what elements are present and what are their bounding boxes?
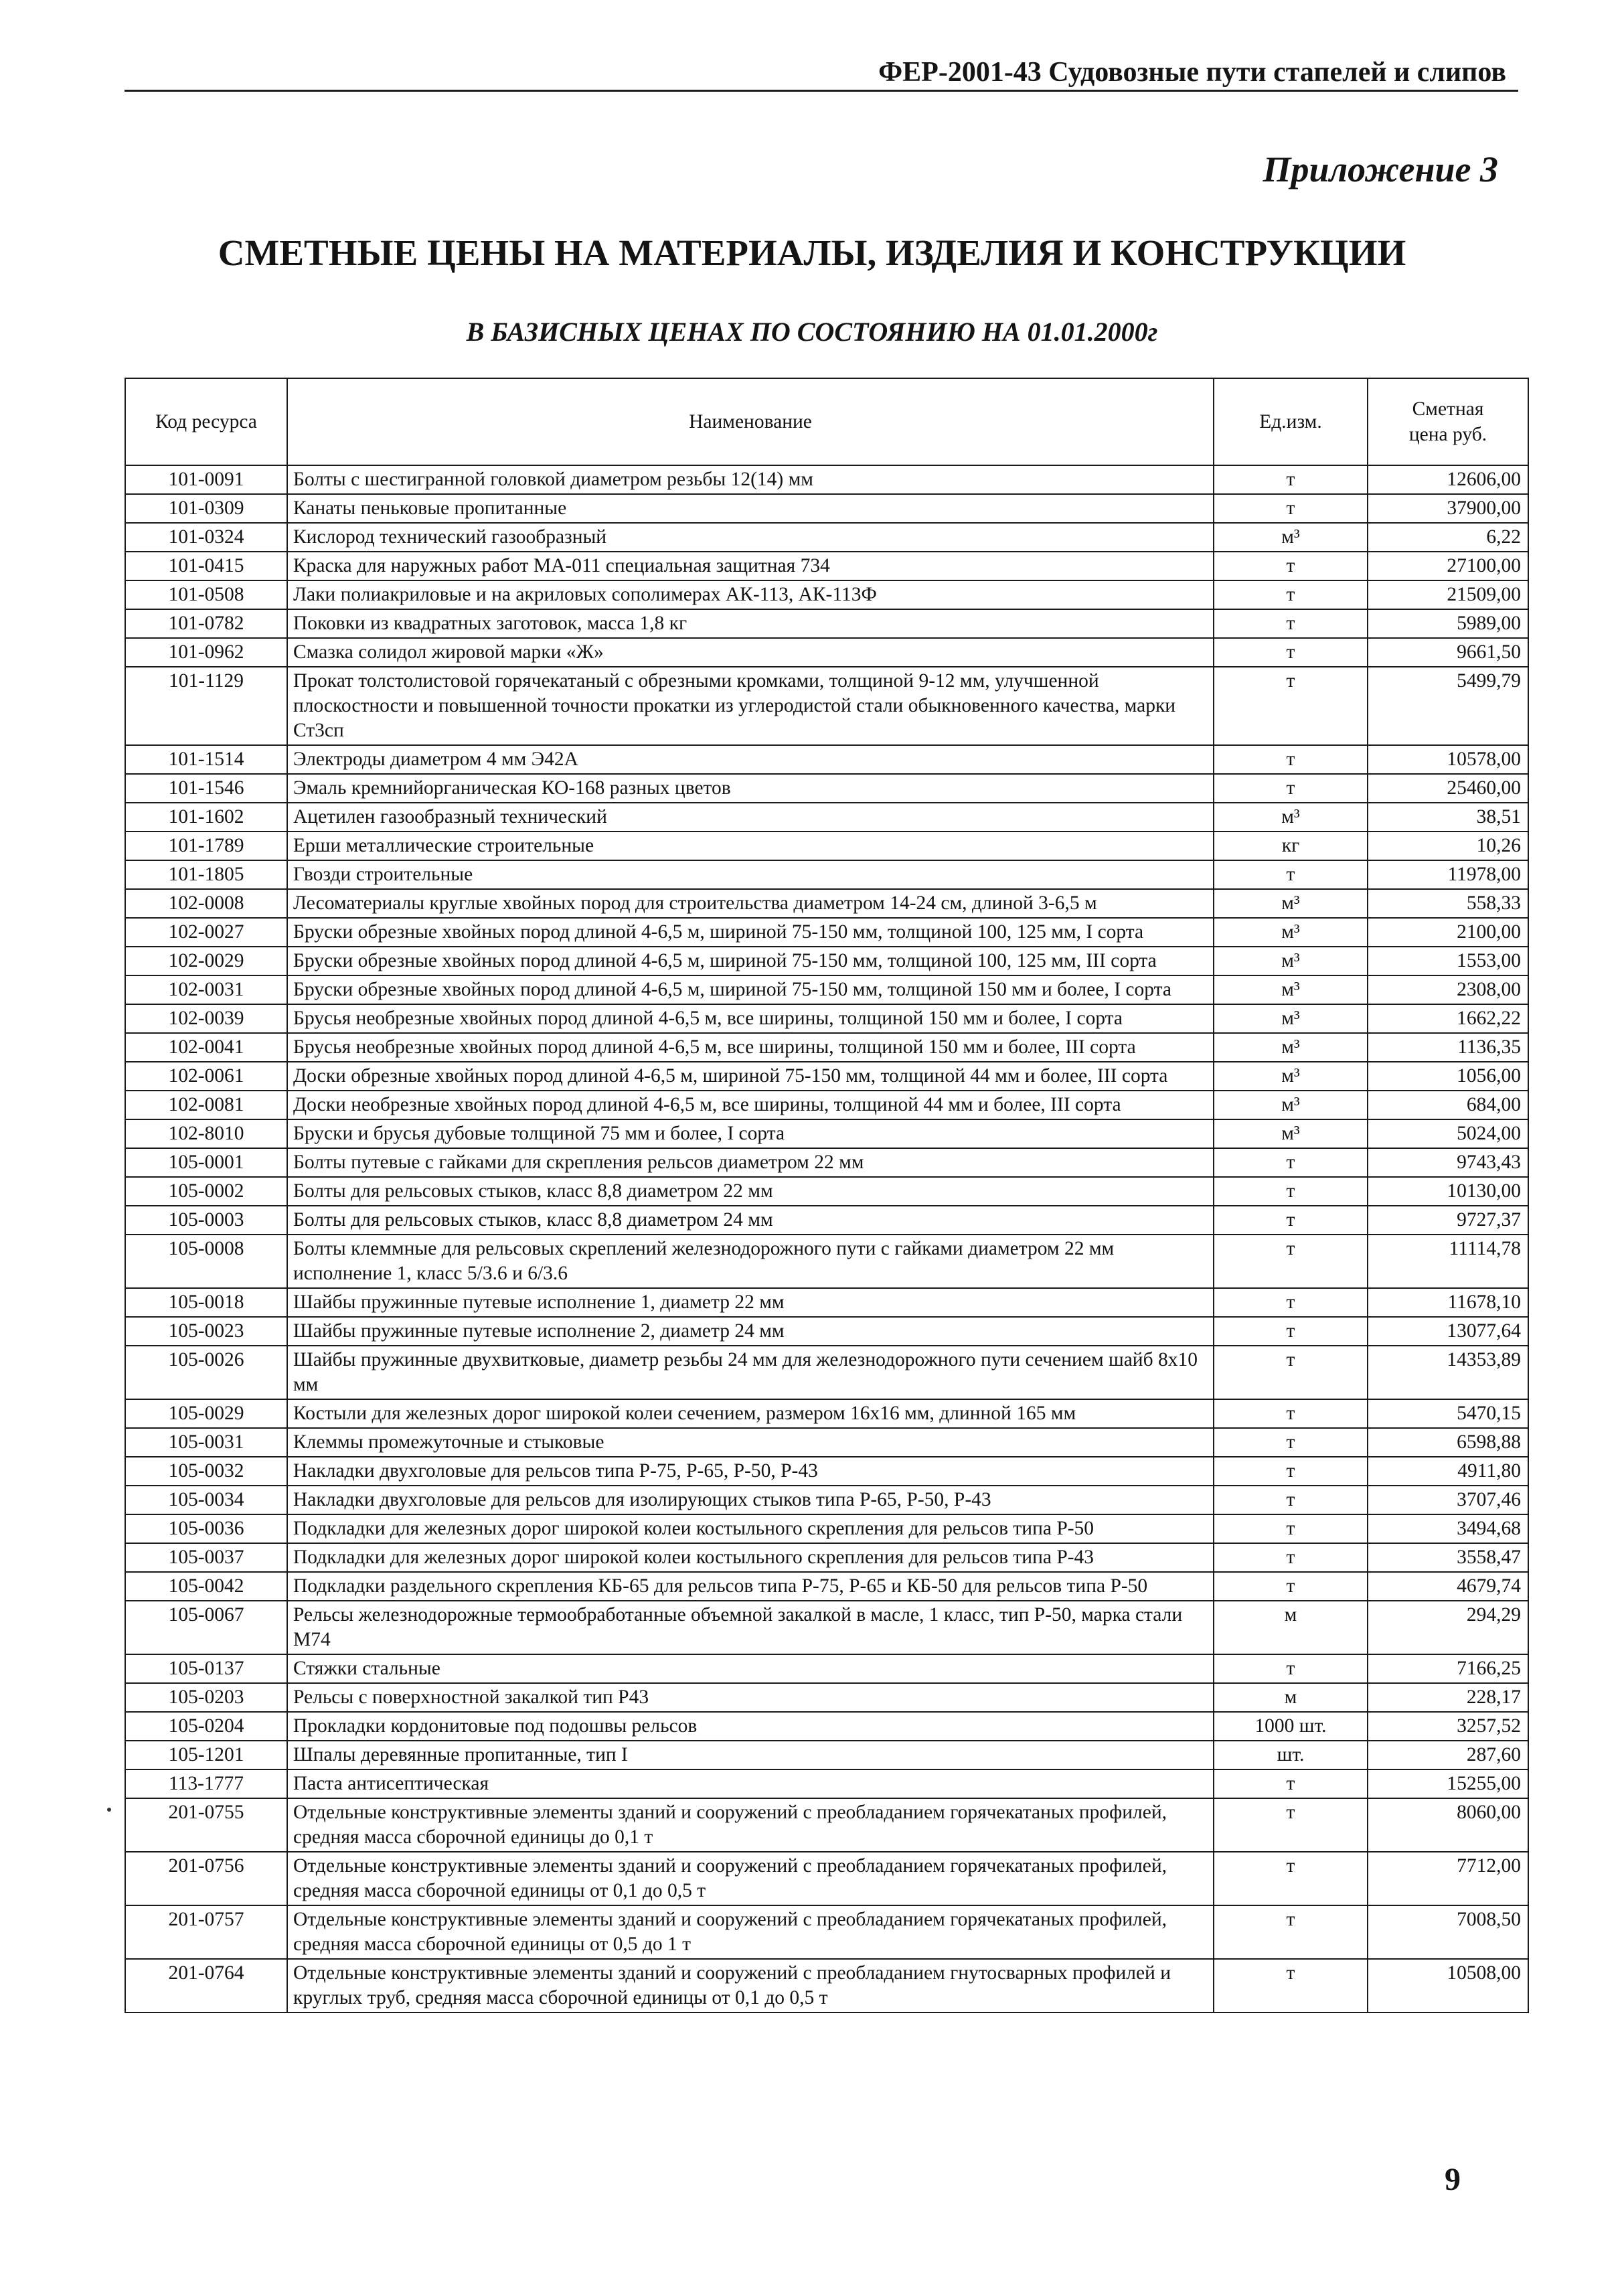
cell-price: 10578,00: [1368, 745, 1528, 774]
cell-code: 102-8010: [125, 1119, 287, 1148]
cell-unit: м³: [1214, 523, 1368, 552]
cell-code: 105-0037: [125, 1543, 287, 1572]
cell-name: Гвозди строительные: [287, 860, 1214, 889]
cell-price: 1056,00: [1368, 1062, 1528, 1091]
cell-price: 3257,52: [1368, 1712, 1528, 1741]
table-row: [125, 1428, 1528, 1457]
table-row: [125, 745, 1528, 774]
table-row: [125, 1654, 1528, 1683]
table-row: [125, 1399, 1528, 1428]
table-row: [125, 667, 1528, 745]
table-row: [125, 947, 1528, 975]
cell-name: Болты клеммные для рельсовых скреплений железнодорожного пути с гайками диаметром 22 мм исполнение 1, класс 5/3.6 и 6/3.6: [287, 1235, 1214, 1288]
table-row: [125, 1177, 1528, 1206]
table-row: [125, 1514, 1528, 1543]
cell-code: 105-0001: [125, 1148, 287, 1177]
cell-name: Брусья необрезные хвойных пород длиной 4-6,5 м, все ширины, толщиной 150 мм и более, I сорта: [287, 1004, 1214, 1033]
table-row: [125, 889, 1528, 918]
table-row: [125, 918, 1528, 947]
cell-unit: т: [1214, 1852, 1368, 1905]
cell-price: 11678,10: [1368, 1288, 1528, 1317]
running-header: ФЕР-2001-43 Судовозные пути стапелей и слипов: [878, 57, 1506, 88]
cell-price: 684,00: [1368, 1091, 1528, 1119]
cell-unit: м³: [1214, 947, 1368, 975]
cell-name: Клеммы промежуточные и стыковые: [287, 1428, 1214, 1457]
cell-unit: т: [1214, 1905, 1368, 1959]
cell-unit: кг: [1214, 832, 1368, 860]
table-row: [125, 1317, 1528, 1346]
cell-code: 201-0764: [125, 1959, 287, 2012]
price-table: [125, 378, 1529, 2013]
cell-price: 37900,00: [1368, 494, 1528, 523]
cell-unit: м³: [1214, 1033, 1368, 1062]
cell-price: 1662,22: [1368, 1004, 1528, 1033]
cell-code: 101-0309: [125, 494, 287, 523]
cell-unit: т: [1214, 860, 1368, 889]
cell-price: 9661,50: [1368, 638, 1528, 667]
cell-code: 101-1129: [125, 667, 287, 745]
cell-code: 101-0508: [125, 580, 287, 609]
cell-price: 294,29: [1368, 1601, 1528, 1654]
cell-name: Стяжки стальные: [287, 1654, 1214, 1683]
table-row: [125, 1959, 1528, 2012]
cell-code: 101-1602: [125, 803, 287, 832]
cell-code: 102-0008: [125, 889, 287, 918]
table-row: [125, 1235, 1528, 1288]
cell-code: 105-1201: [125, 1741, 287, 1769]
cell-price: 1553,00: [1368, 947, 1528, 975]
cell-price: 5989,00: [1368, 609, 1528, 638]
cell-unit: т: [1214, 638, 1368, 667]
cell-price: 3494,68: [1368, 1514, 1528, 1543]
cell-code: 101-0782: [125, 609, 287, 638]
cell-code: 102-0039: [125, 1004, 287, 1033]
cell-code: 101-0324: [125, 523, 287, 552]
cell-unit: м³: [1214, 918, 1368, 947]
cell-unit: т: [1214, 580, 1368, 609]
cell-name: Прокладки кордонитовые под подошвы рельсов: [287, 1712, 1214, 1741]
cell-code: 102-0041: [125, 1033, 287, 1062]
cell-code: 105-0031: [125, 1428, 287, 1457]
cell-unit: т: [1214, 609, 1368, 638]
cell-price: 5024,00: [1368, 1119, 1528, 1148]
cell-code: 101-1805: [125, 860, 287, 889]
cell-name: Накладки двухголовые для рельсов типа Р-75, Р-65, Р-50, Р-43: [287, 1457, 1214, 1486]
cell-price: 558,33: [1368, 889, 1528, 918]
cell-unit: т: [1214, 1288, 1368, 1317]
cell-price: 2100,00: [1368, 918, 1528, 947]
cell-code: 105-0137: [125, 1654, 287, 1683]
cell-code: 102-0061: [125, 1062, 287, 1091]
cell-code: 102-0031: [125, 975, 287, 1004]
cell-name: Ерши металлические строительные: [287, 832, 1214, 860]
cell-unit: м³: [1214, 1119, 1368, 1148]
cell-unit: т: [1214, 1317, 1368, 1346]
cell-unit: м³: [1214, 1004, 1368, 1033]
page-number: 9: [1445, 2162, 1461, 2197]
cell-price: 3707,46: [1368, 1486, 1528, 1514]
cell-code: 105-0203: [125, 1683, 287, 1712]
cell-name: Рельсы железнодорожные термообработанные объемной закалкой в масле, 1 класс, тип Р-50, марка стали М74: [287, 1601, 1214, 1654]
cell-unit: т: [1214, 1654, 1368, 1683]
table-row: [125, 1148, 1528, 1177]
cell-unit: т: [1214, 1572, 1368, 1601]
cell-unit: т: [1214, 465, 1368, 494]
table-row: [125, 1572, 1528, 1601]
page-title: СМЕТНЫЕ ЦЕНЫ НА МАТЕРИАЛЫ, ИЗДЕЛИЯ И КОНСТРУКЦИИ: [218, 232, 1406, 273]
cell-unit: т: [1214, 1457, 1368, 1486]
cell-unit: т: [1214, 1177, 1368, 1206]
table-row: [125, 494, 1528, 523]
cell-name: Бруски и брусья дубовые толщиной 75 мм и более, I сорта: [287, 1119, 1214, 1148]
cell-price: 14353,89: [1368, 1346, 1528, 1399]
cell-code: 105-0008: [125, 1235, 287, 1288]
table-row: [125, 860, 1528, 889]
scan-speck: [107, 1808, 111, 1812]
cell-code: 105-0023: [125, 1317, 287, 1346]
table-header-row: [125, 378, 1528, 465]
table-row: [125, 580, 1528, 609]
cell-unit: т: [1214, 1428, 1368, 1457]
cell-name: Подкладки для железных дорог широкой колеи костыльного скрепления для рельсов типа Р-43: [287, 1543, 1214, 1572]
cell-price: 1136,35: [1368, 1033, 1528, 1062]
cell-unit: т: [1214, 1148, 1368, 1177]
cell-code: 101-1546: [125, 774, 287, 803]
cell-unit: т: [1214, 745, 1368, 774]
cell-unit: т: [1214, 1486, 1368, 1514]
table-row: [125, 832, 1528, 860]
cell-name: Болты для рельсовых стыков, класс 8,8 диаметром 24 мм: [287, 1206, 1214, 1235]
cell-price: 3558,47: [1368, 1543, 1528, 1572]
cell-code: 105-0029: [125, 1399, 287, 1428]
cell-code: 101-1514: [125, 745, 287, 774]
cell-name: Костыли для железных дорог широкой колеи сечением, размером 16х16 мм, длинной 165 мм: [287, 1399, 1214, 1428]
cell-code: 105-0036: [125, 1514, 287, 1543]
cell-name: Краска для наружных работ МА-011 специальная защитная 734: [287, 552, 1214, 580]
cell-code: 101-0415: [125, 552, 287, 580]
cell-code: 102-0027: [125, 918, 287, 947]
cell-price: 7008,50: [1368, 1905, 1528, 1959]
price-table-container: [125, 378, 1528, 2013]
cell-unit: т: [1214, 1206, 1368, 1235]
cell-code: 105-0002: [125, 1177, 287, 1206]
cell-code: 105-0067: [125, 1601, 287, 1654]
cell-price: 38,51: [1368, 803, 1528, 832]
cell-unit: м³: [1214, 889, 1368, 918]
cell-code: 105-0003: [125, 1206, 287, 1235]
cell-name: Накладки двухголовые для рельсов для изолирующих стыков типа Р-65, Р-50, Р-43: [287, 1486, 1214, 1514]
cell-price: 21509,00: [1368, 580, 1528, 609]
table-row: [125, 1033, 1528, 1062]
table-row: [125, 1798, 1528, 1852]
cell-code: 105-0042: [125, 1572, 287, 1601]
cell-unit: т: [1214, 552, 1368, 580]
table-row: [125, 1091, 1528, 1119]
table-row: [125, 552, 1528, 580]
cell-code: 101-1789: [125, 832, 287, 860]
cell-code: 105-0204: [125, 1712, 287, 1741]
cell-price: 5470,15: [1368, 1399, 1528, 1428]
cell-name: Шайбы пружинные двухвитковые, диаметр резьбы 24 мм для железнодорожного пути сечением шайб 8х10 мм: [287, 1346, 1214, 1399]
header-rule: [125, 90, 1518, 92]
cell-name: Электроды диаметром 4 мм Э42А: [287, 745, 1214, 774]
cell-price: 10130,00: [1368, 1177, 1528, 1206]
cell-price: 4679,74: [1368, 1572, 1528, 1601]
page-subtitle: В БАЗИСНЫХ ЦЕНАХ ПО СОСТОЯНИЮ НА 01.01.2000г: [466, 317, 1158, 347]
header-code: Код ресурса: [125, 378, 287, 465]
cell-name: Подкладки раздельного скрепления КБ-65 для рельсов типа Р-75, Р-65 и КБ-50 для рельсов типа Р-50: [287, 1572, 1214, 1601]
appendix-label: Приложение 3: [1263, 149, 1498, 189]
cell-name: Шайбы пружинные путевые исполнение 2, диаметр 24 мм: [287, 1317, 1214, 1346]
cell-unit: т: [1214, 1235, 1368, 1288]
cell-name: Паста антисептическая: [287, 1769, 1214, 1798]
cell-name: Отдельные конструктивные элементы зданий и сооружений с преобладанием горячекатаных профилей, средняя масса сборочной единицы от 0,1 до 0,5 т: [287, 1852, 1214, 1905]
cell-code: 113-1777: [125, 1769, 287, 1798]
cell-name: Отдельные конструктивные элементы зданий и сооружений с преобладанием гнутосварных профилей и круглых труб, средняя масса сборочной единицы от 0,1 до 0,5 т: [287, 1959, 1214, 2012]
cell-unit: т: [1214, 1769, 1368, 1798]
table-row: [125, 1741, 1528, 1769]
cell-name: Бруски обрезные хвойных пород длиной 4-6,5 м, шириной 75-150 мм, толщиной 100, 125 мм, I сорта: [287, 918, 1214, 947]
cell-name: Брусья необрезные хвойных пород длиной 4-6,5 м, все ширины, толщиной 150 мм и более, III сорта: [287, 1033, 1214, 1062]
table-row: [125, 1119, 1528, 1148]
table-row: [125, 638, 1528, 667]
cell-code: 105-0034: [125, 1486, 287, 1514]
table-row: [125, 523, 1528, 552]
cell-code: 105-0026: [125, 1346, 287, 1399]
cell-price: 10,26: [1368, 832, 1528, 860]
cell-name: Поковки из квадратных заготовок, масса 1,8 кг: [287, 609, 1214, 638]
table-row: [125, 1769, 1528, 1798]
header-price: Сметная цена руб.: [1368, 378, 1528, 465]
cell-price: 13077,64: [1368, 1317, 1528, 1346]
cell-unit: 1000 шт.: [1214, 1712, 1368, 1741]
table-row: [125, 609, 1528, 638]
header-name: Наименование: [287, 378, 1214, 465]
cell-name: Бруски обрезные хвойных пород длиной 4-6,5 м, шириной 75-150 мм, толщиной 100, 125 мм, III сорта: [287, 947, 1214, 975]
table-row: [125, 1601, 1528, 1654]
cell-code: 102-0081: [125, 1091, 287, 1119]
table-row: [125, 1905, 1528, 1959]
cell-price: 9727,37: [1368, 1206, 1528, 1235]
cell-unit: м: [1214, 1683, 1368, 1712]
cell-name: Отдельные конструктивные элементы зданий и сооружений с преобладанием горячекатаных профилей, средняя масса сборочной единицы от 0,5 до 1 т: [287, 1905, 1214, 1959]
table-row: [125, 1346, 1528, 1399]
cell-name: Рельсы с поверхностной закалкой тип Р43: [287, 1683, 1214, 1712]
cell-price: 10508,00: [1368, 1959, 1528, 2012]
cell-name: Смазка солидол жировой марки «Ж»: [287, 638, 1214, 667]
table-row: [125, 1288, 1528, 1317]
cell-name: Кислород технический газообразный: [287, 523, 1214, 552]
table-row: [125, 975, 1528, 1004]
cell-unit: т: [1214, 667, 1368, 745]
cell-name: Отдельные конструктивные элементы зданий и сооружений с преобладанием горячекатаных профилей, средняя масса сборочной единицы до 0,1 т: [287, 1798, 1214, 1852]
cell-name: Бруски обрезные хвойных пород длиной 4-6,5 м, шириной 75-150 мм, толщиной 150 мм и более, I сорта: [287, 975, 1214, 1004]
cell-code: 105-0032: [125, 1457, 287, 1486]
cell-price: 6598,88: [1368, 1428, 1528, 1457]
cell-unit: т: [1214, 1543, 1368, 1572]
cell-name: Шайбы пружинные путевые исполнение 1, диаметр 22 мм: [287, 1288, 1214, 1317]
cell-name: Болты путевые с гайками для скрепления рельсов диаметром 22 мм: [287, 1148, 1214, 1177]
cell-unit: шт.: [1214, 1741, 1368, 1769]
table-row: [125, 1457, 1528, 1486]
cell-unit: т: [1214, 1798, 1368, 1852]
cell-name: Шпалы деревянные пропитанные, тип I: [287, 1741, 1214, 1769]
cell-name: Ацетилен газообразный технический: [287, 803, 1214, 832]
cell-price: 287,60: [1368, 1741, 1528, 1769]
cell-code: 105-0018: [125, 1288, 287, 1317]
cell-code: 101-0091: [125, 465, 287, 494]
table-row: [125, 1543, 1528, 1572]
table-row: [125, 1004, 1528, 1033]
cell-price: 15255,00: [1368, 1769, 1528, 1798]
cell-price: 6,22: [1368, 523, 1528, 552]
cell-unit: м³: [1214, 975, 1368, 1004]
cell-price: 2308,00: [1368, 975, 1528, 1004]
cell-unit: м: [1214, 1601, 1368, 1654]
cell-unit: т: [1214, 774, 1368, 803]
cell-code: 201-0755: [125, 1798, 287, 1852]
cell-code: 201-0757: [125, 1905, 287, 1959]
cell-unit: т: [1214, 1399, 1368, 1428]
cell-price: 27100,00: [1368, 552, 1528, 580]
cell-code: 102-0029: [125, 947, 287, 975]
cell-unit: м³: [1214, 1062, 1368, 1091]
cell-unit: м³: [1214, 803, 1368, 832]
cell-price: 7166,25: [1368, 1654, 1528, 1683]
cell-name: Доски необрезные хвойных пород длиной 4-6,5 м, все ширины, толщиной 44 мм и более, III сорта: [287, 1091, 1214, 1119]
cell-name: Доски обрезные хвойных пород длиной 4-6,5 м, шириной 75-150 мм, толщиной 44 мм и более, III сорта: [287, 1062, 1214, 1091]
cell-price: 12606,00: [1368, 465, 1528, 494]
table-row: [125, 1206, 1528, 1235]
cell-unit: т: [1214, 1959, 1368, 2012]
cell-price: 4911,80: [1368, 1457, 1528, 1486]
cell-name: Эмаль кремнийорганическая КО-168 разных цветов: [287, 774, 1214, 803]
cell-name: Болты с шестигранной головкой диаметром резьбы 12(14) мм: [287, 465, 1214, 494]
table-row: [125, 1486, 1528, 1514]
cell-unit: т: [1214, 1346, 1368, 1399]
table-row: [125, 1683, 1528, 1712]
table-row: [125, 803, 1528, 832]
table-row: [125, 1852, 1528, 1905]
cell-name: Подкладки для железных дорог широкой колеи костыльного скрепления для рельсов типа Р-50: [287, 1514, 1214, 1543]
cell-price: 11978,00: [1368, 860, 1528, 889]
cell-name: Прокат толстолистовой горячекатаный с обрезными кромками, толщиной 9-12 мм, улучшенной плоскостности и повышенной точности прокатки из углеродистой стали обыкновенного качества, марки Ст3сп: [287, 667, 1214, 745]
cell-unit: м³: [1214, 1091, 1368, 1119]
cell-code: 201-0756: [125, 1852, 287, 1905]
cell-price: 228,17: [1368, 1683, 1528, 1712]
table-row: [125, 465, 1528, 494]
cell-code: 101-0962: [125, 638, 287, 667]
cell-name: Лесоматериалы круглые хвойных пород для строительства диаметром 14-24 см, длиной 3-6,5 м: [287, 889, 1214, 918]
header-unit: Ед.изм.: [1214, 378, 1368, 465]
cell-price: 25460,00: [1368, 774, 1528, 803]
table-body: [125, 465, 1528, 2012]
cell-name: Канаты пеньковые пропитанные: [287, 494, 1214, 523]
cell-price: 8060,00: [1368, 1798, 1528, 1852]
cell-unit: т: [1214, 494, 1368, 523]
table-row: [125, 1712, 1528, 1741]
cell-price: 7712,00: [1368, 1852, 1528, 1905]
cell-unit: т: [1214, 1514, 1368, 1543]
cell-name: Лаки полиакриловые и на акриловых сополимерах АК-113, АК-113Ф: [287, 580, 1214, 609]
table-row: [125, 1062, 1528, 1091]
cell-name: Болты для рельсовых стыков, класс 8,8 диаметром 22 мм: [287, 1177, 1214, 1206]
cell-price: 5499,79: [1368, 667, 1528, 745]
cell-price: 11114,78: [1368, 1235, 1528, 1288]
cell-price: 9743,43: [1368, 1148, 1528, 1177]
table-row: [125, 774, 1528, 803]
